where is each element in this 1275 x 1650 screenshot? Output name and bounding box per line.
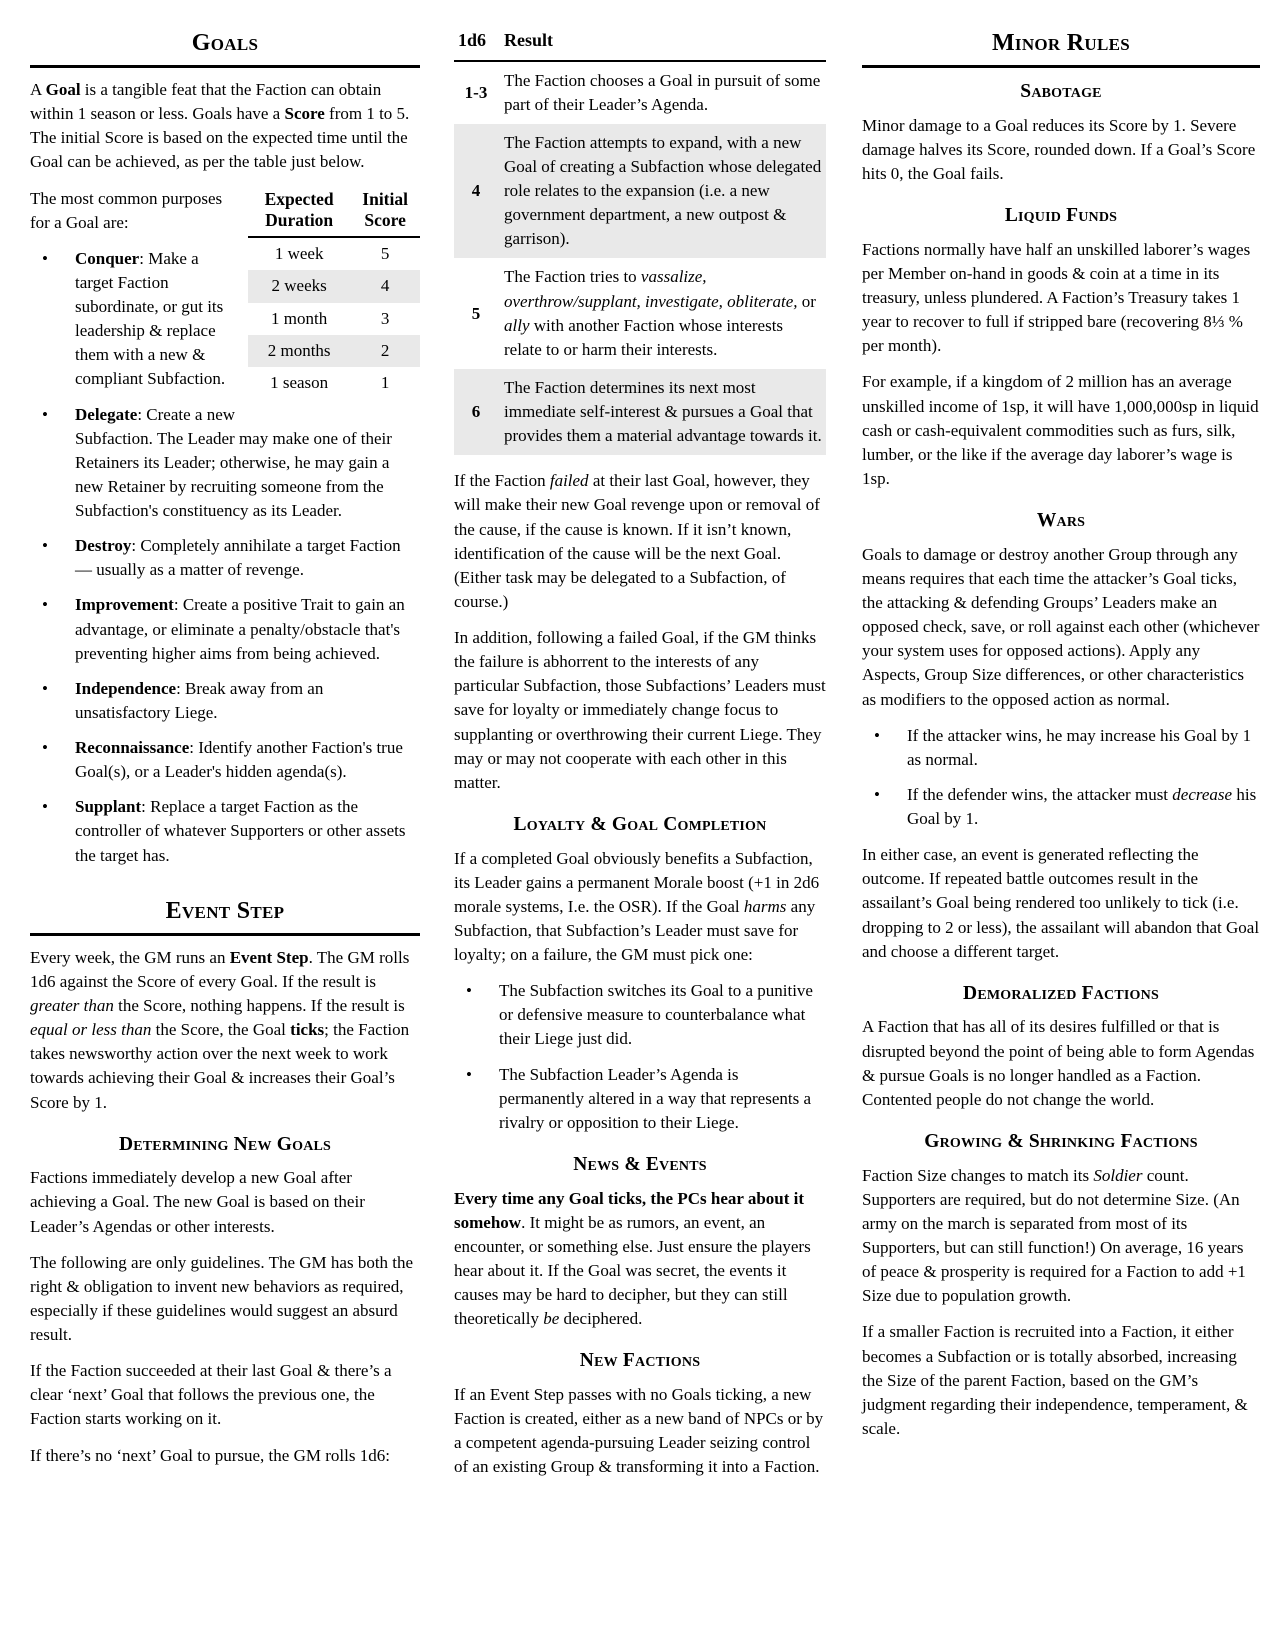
goal-type-item (30, 247, 420, 392)
loyalty-options-list (454, 979, 826, 1135)
event-step-paragraph: Every week, the GM runs an Event Step. The GM rolls 1d6 against the Score of every Goal. If the result is greater than the Score, nothing happens. If the result is equal or less than the Score, the Goal ticks; the Faction takes newsworthy action over the next week to work towards achieving their Goal & increases their Goal’s Score by 1. (30, 947, 410, 1112)
duration-cell: 1 week (274, 244, 324, 264)
paragraph: Factions immediately develop a new Goal after achieving a Goal. The new Goal is based on their Leader’s Agendas or other interests. (30, 1168, 365, 1236)
result-cell: The Faction attempts to expand, with a new Goal of creating a Subfaction whose delegated role relates to the expansion (i.e. a new government department, a new outpost & garrison). (504, 132, 822, 249)
goal-type-term: Delegate (75, 404, 138, 424)
goal-type-item (30, 593, 420, 665)
goal-type-item (30, 677, 420, 725)
new-factions-heading: New Factions (579, 1350, 701, 1372)
goal-type-desc: : Create a positive Trait to gain an advantage, or eliminate a penalty/obstacle that's preventing higher aims from being achieved. (75, 595, 405, 663)
paragraph: The following are only guidelines. The GM has both the right & obligation to invent new behaviors as required, especially if these guidelines would suggest an absurd result. (30, 1252, 414, 1345)
paragraph: If a smaller Faction is recruited into a Faction, it either becomes a Subfaction or is totally absorbed, increasing the Size of the parent Faction, based on the GM’s judgment regarding their independence, temperament, & scale. (862, 1322, 1248, 1438)
wars-outcomes-list (862, 724, 1260, 832)
table-header-row (248, 189, 420, 238)
roll-cell: 5 (471, 303, 481, 323)
paragraph: If there’s no ‘next’ Goal to pursue, the GM rolls 1d6: (30, 1445, 390, 1465)
column-goals (30, 26, 420, 1630)
result-cell: The Faction determines its next most immediate self-interest & pursues a Goal that provides them a material advantage towards it. (504, 377, 822, 446)
goal-type-term: Independence (75, 678, 177, 698)
goal-type-item (30, 795, 420, 867)
d6-header: 1d6 (454, 26, 504, 61)
goal-type-term: Improvement (75, 595, 174, 615)
paragraph: If the Faction succeeded at their last Goal & there’s a clear ‘next’ Goal that follows the previous one, the Faction starts working on it. (30, 1361, 392, 1429)
duration-cell: 1 month (271, 308, 328, 328)
goal-type-desc: : Make a target Faction subordinate, or gut its leadership & replace them with a new & compliant Subfaction. (75, 248, 226, 389)
roll-cell: 6 (471, 402, 481, 422)
liquid-funds-heading: Liquid Funds (1004, 205, 1118, 227)
result-cell: The Faction tries to vassalize, overthrow/supplant, investigate, obliterate, or ally with another Faction whose interests relate to or harm their interests. (504, 267, 816, 359)
goal-type-desc: : Break away from an unsatisfactory Liege. (75, 678, 324, 722)
roll-cell: 1-3 (464, 82, 488, 102)
paragraph: Faction Size changes to match its Soldier count. Supporters are required, but do not determine Size. (An army on the march is separated from most of its Supporters, but can still function!) On average, 16 years of peace & prosperity is required for a Faction to add +1 Size due to population growth. (862, 1165, 1246, 1306)
goals-heading-rule (30, 26, 420, 68)
duration-cell: 2 months (267, 340, 331, 360)
purposes-lead-paragraph: The most common purposes for a Goal are: (30, 188, 223, 232)
failed-goal-paragraph: If the Faction failed at their last Goal, however, they will make their new Goal revenge upon or removal of the cause, if the cause is known. If it isn’t known, identification of the cause will be the next Goal. (Either task may be delegated to a Subfaction, of course.) (454, 471, 820, 611)
goal-type-term: Conquer (75, 248, 140, 268)
goals-intro-paragraph: A Goal is a tangible feat that the Faction can obtain within 1 season or less. Goals have a Score from 1 to 5. The initial Score is based on the expected time until the Goal can be achieved, as per the table just below. (30, 80, 410, 172)
failed-goal-paragraph: In addition, following a failed Goal, if the GM thinks the failure is abhorrent to the interests of any particular Subfaction, those Subfactions’ Leaders must save for loyalty or immediately change focus to supplanting or overthrowing their current Liege. They may or may not cooperate with each other in this matter. (454, 628, 826, 792)
list-item: • If the defender wins, the attacker must decrease his Goal by 1. (862, 783, 1260, 831)
event-step-heading-rule (30, 894, 420, 936)
expected-duration-header: Expected Duration (248, 189, 350, 238)
goal-type-term: Supplant (75, 797, 142, 817)
score-cell: 3 (380, 308, 390, 328)
loyalty-heading: Loyalty & Goal Completion (513, 813, 767, 835)
column-minor-rules (862, 26, 1260, 1630)
news-events-heading: News & Events (573, 1153, 707, 1175)
table-row (454, 369, 826, 455)
table-row (454, 124, 826, 259)
goal-type-term: Reconnaissance (75, 738, 190, 758)
paragraph: A Faction that has all of its desires fulfilled or that is disrupted beyond the point of being able to form Agendas & pursue Goals is no longer handled as a Faction. Contented people do not change the world. (862, 1017, 1255, 1109)
score-cell: 5 (380, 244, 390, 264)
paragraph: For example, if a kingdom of 2 million has an average unskilled income of 1sp, it will have 1,000,000sp in liquid cash or cash-equivalent commodities such as furs, silk, lumber, or the like if the average day laborer’s wage is 1sp. (862, 372, 1259, 488)
paragraph: In either case, an event is generated reflecting the outcome. If repeated battle outcomes result in the assailant’s Goal being rendered too unlikely to tick (i.e. dropping to 2 or less), the assailant will abandon that Goal and choose a different target. (862, 845, 1260, 961)
table-row (454, 258, 826, 369)
goal-type-term: Destroy (75, 536, 132, 556)
result-cell: The Faction chooses a Goal in pursuit of some part of their Leader’s Agenda. (504, 70, 821, 114)
determining-new-goals-heading: Determining New Goals (118, 1133, 332, 1155)
duration-cell: 1 season (270, 372, 329, 392)
wars-heading: Wars (1036, 510, 1086, 532)
score-cell: 2 (380, 340, 390, 360)
loyalty-paragraph: If a completed Goal obviously benefits a Subfaction, its Leader gains a permanent Morale boost (+1 in 2d6 morale systems, I.e. the OSR). If the Goal harms any Subfaction, that Subfaction’s Leader must save for loyalty; on a failure, the GM must pick one: (454, 848, 820, 965)
score-cell: 1 (380, 372, 390, 392)
minor-rules-heading-rule (862, 26, 1260, 68)
goal-types-list (30, 247, 420, 868)
column-event-tables (454, 26, 826, 1630)
list-item: • The Subfaction Leader’s Agenda is permanently altered in a way that represents a rivalry or opposition to their Liege. (454, 1063, 826, 1135)
event-step-heading: Event Step (165, 897, 285, 924)
paragraph: Goals to damage or destroy another Group through any means requires that each time the attacker’s Goal ticks, the attacking & defending Groups’ Leaders make an opposed check, save, or roll against each other (whichever your system uses for opposed actions). Apply any Aspects, Group Size differences, or other characteristics as modifiers to the opposed action as normal. (862, 544, 1260, 709)
d6-result-table (454, 26, 826, 455)
table-header-row (454, 26, 826, 61)
goal-type-desc: : Completely annihilate a target Faction — usually as a matter of revenge. (75, 536, 401, 580)
goal-type-desc: : Create a new Subfaction. The Leader may make one of their Retainers its Leader; otherwise, he may gain a new Retainer by recruiting someone from the Subfaction's constituency as its Leader. (75, 404, 392, 521)
score-cell: 4 (380, 276, 390, 296)
result-header: Result (504, 26, 826, 61)
table-row (454, 61, 826, 124)
sabotage-paragraph: Minor damage to a Goal reduces its Score by 1. Severe damage halves its Score, rounded down. If a Goal’s Score hits 0, the Goal fails. (862, 115, 1256, 184)
initial-score-header: Initial Score (350, 189, 420, 238)
sabotage-heading: Sabotage (1020, 81, 1102, 103)
growing-shrinking-heading: Growing & Shrinking Factions (924, 1130, 1198, 1152)
goal-type-item (30, 403, 420, 524)
goal-type-desc: : Replace a target Faction as the controller of whatever Supporters or other assets the target has. (75, 797, 406, 865)
list-item: • The Subfaction switches its Goal to a punitive or defensive measure to counterbalance what their Liege just did. (454, 979, 826, 1051)
news-events-paragraph: Every time any Goal ticks, the PCs hear about it somehow. It might be as rumors, an event, an encounter, or something else. Just ensure the players hear about it. If the Goal was secret, the events it causes may be hard to decipher, but they can still theoretically be deciphered. (454, 1188, 811, 1329)
goal-type-item (30, 736, 420, 784)
new-factions-paragraph: If an Event Step passes with no Goals ticking, a new Faction is created, either as a new band of NPCs or by a competent agenda-pursuing Leader seizing control of an existing Group & transforming it into a Faction. (454, 1385, 824, 1477)
minor-rules-heading: Minor Rules (991, 30, 1131, 56)
paragraph: Factions normally have half an unskilled laborer’s wages per Member on-hand in goods & coin at a time in its treasury, unless plundered. A Faction’s Treasury takes 1 year to recover to full if stripped bare (recovering 8⅓ % per month). (862, 239, 1251, 356)
duration-cell: 2 weeks (271, 276, 327, 296)
demoralized-factions-heading: Demoralized Factions (963, 982, 1159, 1004)
roll-cell: 4 (471, 181, 481, 201)
list-item: • If the attacker wins, he may increase his Goal by 1 as normal. (862, 724, 1260, 772)
goals-heading: Goals (191, 30, 259, 56)
goal-type-desc: : Identify another Faction's true Goal(s), or a Leader's hidden agenda(s). (75, 738, 403, 782)
goal-type-item (30, 534, 420, 582)
